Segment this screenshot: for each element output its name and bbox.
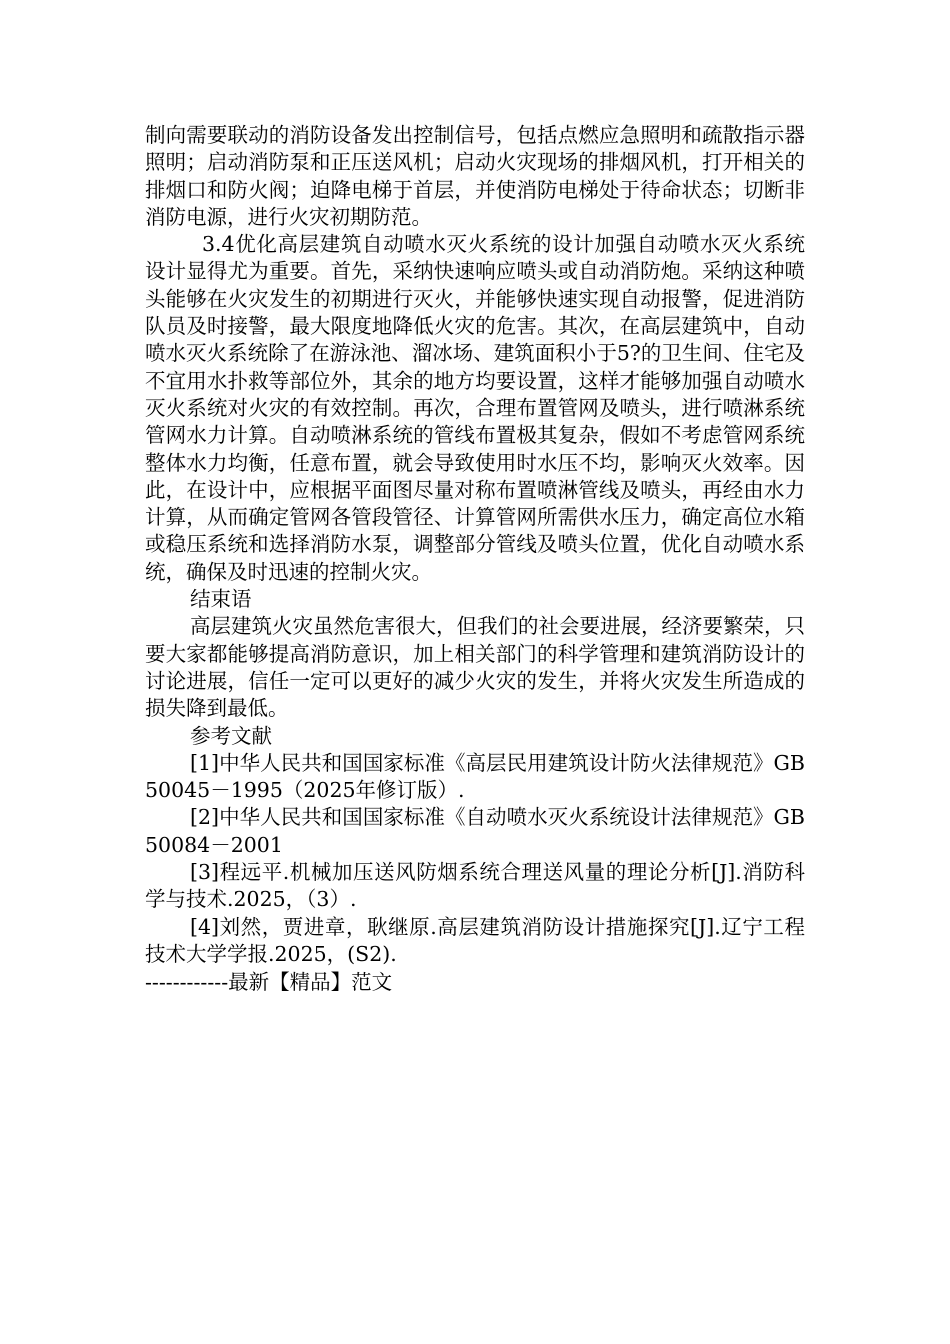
reference-item-3: [3]程远平.机械加压送风防烟系统合理送风量的理论分析[J].消防科学与技术.2025，（3）. [145, 860, 805, 912]
paragraph-conclusion: 高层建筑火灾虽然危害很大，但我们的社会要进展，经济要繁荣，只要大家都能够提高消防意识，加上相关部门的科学管理和建筑消防设计的讨论进展，信任一定可以更好的减少火灾的发生，并将火灾发生所造成的损失降到最低。 [145, 614, 805, 721]
reference-item-2: [2]中华人民共和国国家标准《自动喷水灭火系统设计法律规范》GB 50084－2001 [145, 805, 805, 857]
conclusion-heading: 结束语 [190, 587, 252, 612]
paragraph-sprinkler-design: 3.4优化高层建筑自动喷水灭火系统的设计加强自动喷水灭火系统设计显得尤为重要。首先，采纳快速响应喷头或自动消防炮。采纳这种喷头能够在火灾发生的初期进行灭火，并能够快速实现自动报警，促进消防队员及时接警，最大限度地降低火灾的危害。其次，在高层建筑中，自动喷水灭火系统除了在游泳池、溜冰场、建筑面积小于5?的卫生间、住宅及不宜用水扑救等部位外，其余的地方均要设置，这样才能够加强自动喷水灭火系统对火灾的有效控制。再次，合理布置管网及喷头，进行喷淋系统管网水力计算。自动喷淋系统的管线布置极其复杂，假如不考虑管网系统整体水力均衡，任意布置，就会导致使用时水压不均，影响灭火效率。因此，在设计中，应根据平面图尽量对称布置喷淋管线及喷头，再经由水力计算，从而确定管网各管段管径、计算管网所需供水压力，确定高位水箱或稳压系统和选择消防水泵，调整部分管线及喷头位置，优化自动喷水系统，确保及时迅速的控制火灾。 [145, 232, 805, 584]
document-body [145, 122, 805, 968]
paragraph-fire-linkage: 制向需要联动的消防设备发出控制信号，包括点燃应急照明和疏散指示器照明；启动消防泵和正压送风机；启动火灾现场的排烟风机，打开相关的排烟口和防火阀；迫降电梯于首层，并使消防电梯处于待命状态；切断非消防电源，进行火灾初期防范。 [145, 123, 805, 229]
references-heading: 参考文献 [190, 723, 272, 748]
reference-item-4: [4]刘然，贾进章，耿继原.高层建筑消防设计措施探究[J].辽宁工程技术大学学报.2025，(S2). [145, 914, 805, 966]
reference-item-1: [1]中华人民共和国国家标准《高层民用建筑设计防火法律规范》GB 50045－1995（2025年修订版）. [145, 750, 805, 803]
footer-label: ------------最新【精品】范文 [145, 970, 393, 994]
